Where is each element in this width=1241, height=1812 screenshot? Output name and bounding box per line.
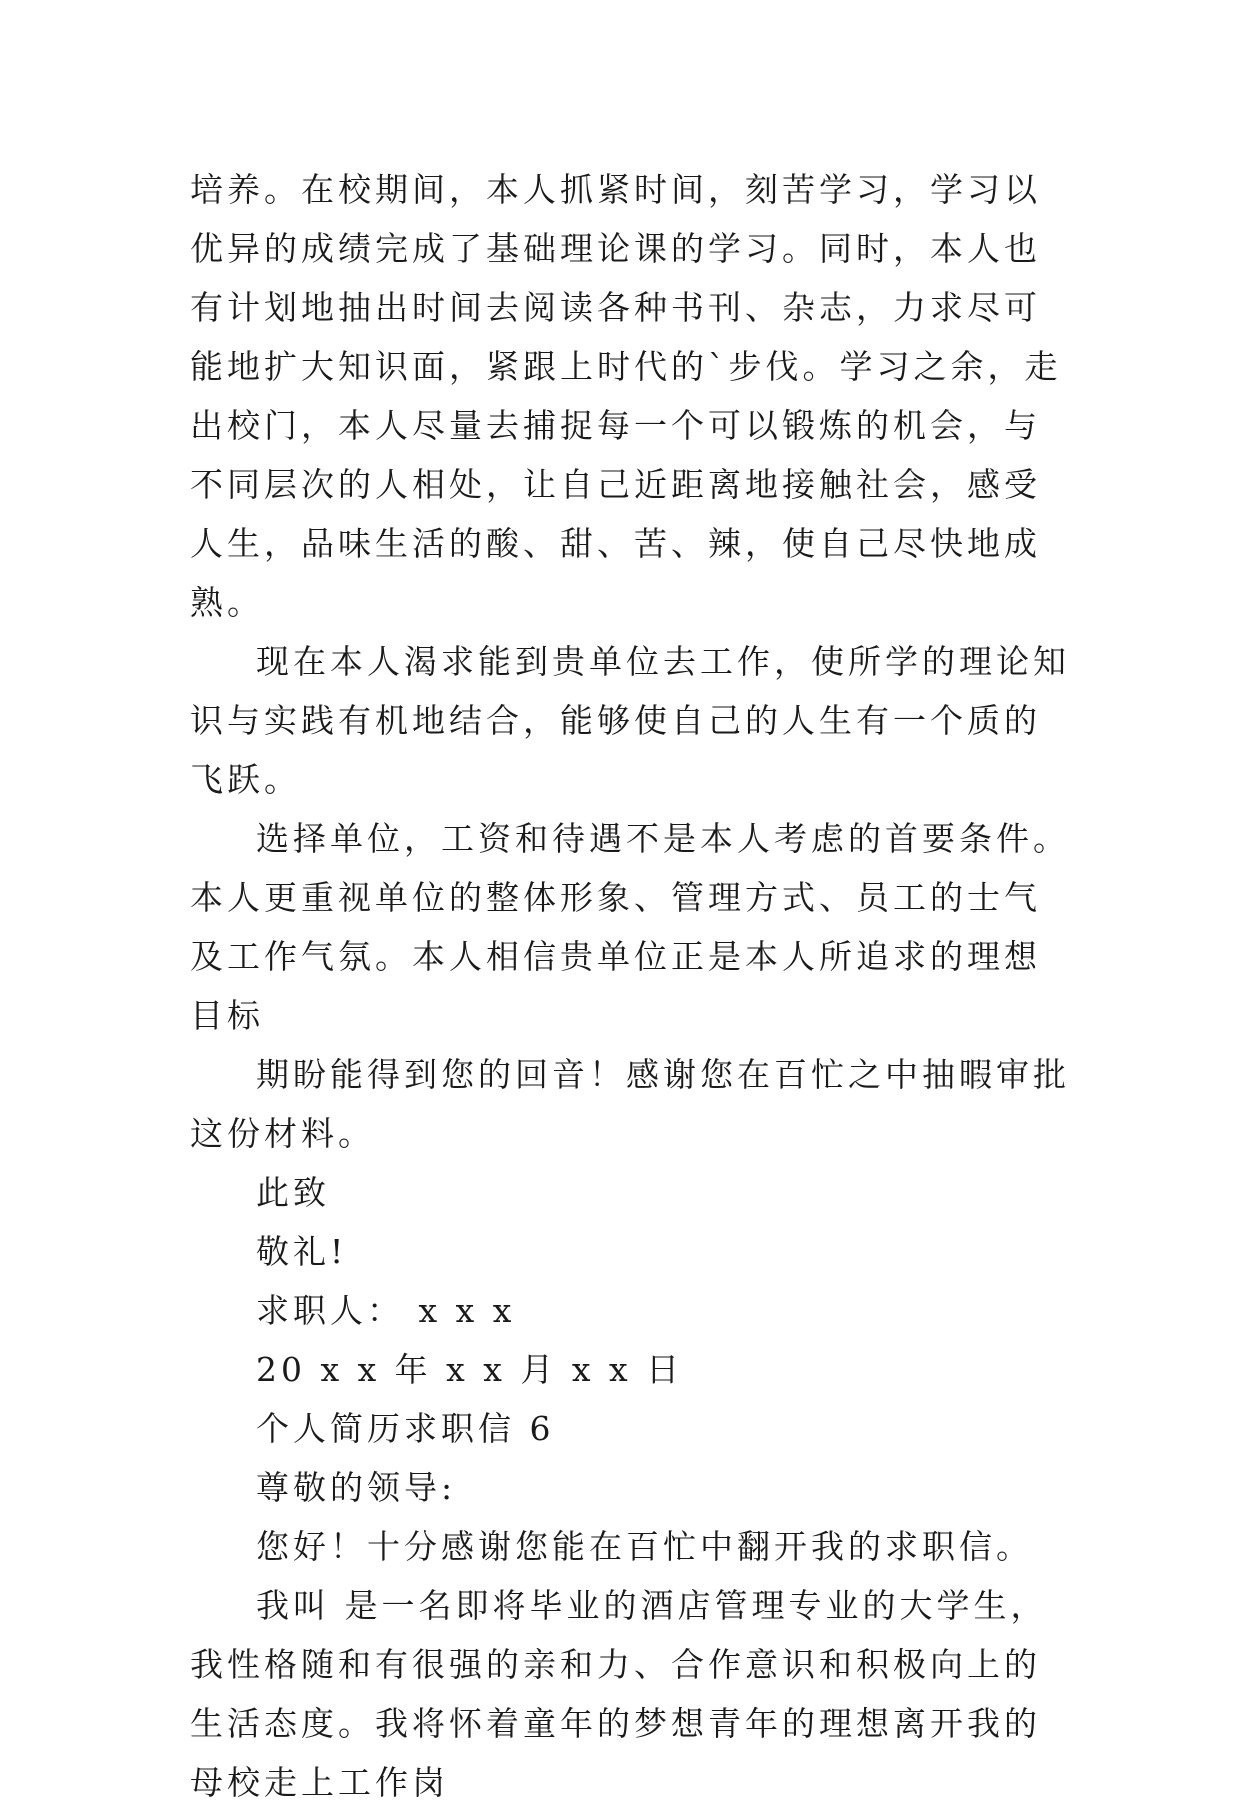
next-letter-paragraph: 我叫 是一名即将毕业的酒店管理专业的大学生，我性格随和有很强的亲和力、合作意识和积极向上的生活态度。我将怀着童年的梦想青年的理想离开我的母校走上工作岗 — [190, 1586, 1048, 1802]
paragraph-4: 期盼能得到您的回音！感谢您在百忙之中抽暇审批这份材料。 — [190, 1055, 1070, 1153]
letter-date: 20 x x 年 x x 月 x x 日 — [256, 1350, 684, 1389]
paragraph-2: 现在本人渴求能到贵单位去工作，使所学的理论知识与实践有机地结合，能够使自己的人生有一个质的飞跃。 — [190, 642, 1070, 799]
closing-salutation-2: 敬礼! — [256, 1232, 348, 1271]
next-letter-greeting: 尊敬的领导: — [256, 1468, 457, 1507]
next-letter-opening: 您好！十分感谢您能在百忙中翻开我的求职信。 — [256, 1527, 1033, 1566]
next-letter-title: 个人简历求职信 6 — [256, 1409, 555, 1448]
paragraph-1: 培养。在校期间，本人抓紧时间，刻苦学习，学习以优异的成绩完成了基础理论课的学习。同时，本人也有计划地抽出时间去阅读各种书刊、杂志，力求尽可能地扩大知识面，紧跟上时代的`步伐。学习之余，走出校门，本人尽量去捕捉每一个可以锻炼的机会，与不同层次的人相处，让自己近距离地接触社会，感受人生，品味生活的酸、甜、苦、辣，使自己尽快地成熟。 — [190, 170, 1062, 622]
document-body — [190, 160, 1070, 1812]
paragraph-3: 选择单位，工资和待遇不是本人考虑的首要条件。本人更重视单位的整体形象、管理方式、员工的士气及工作气氛。本人相信贵单位正是本人所追求的理想目标 — [190, 819, 1070, 1035]
closing-salutation-1: 此致 — [256, 1173, 330, 1212]
applicant-signature: 求职人： x x x — [256, 1291, 516, 1330]
